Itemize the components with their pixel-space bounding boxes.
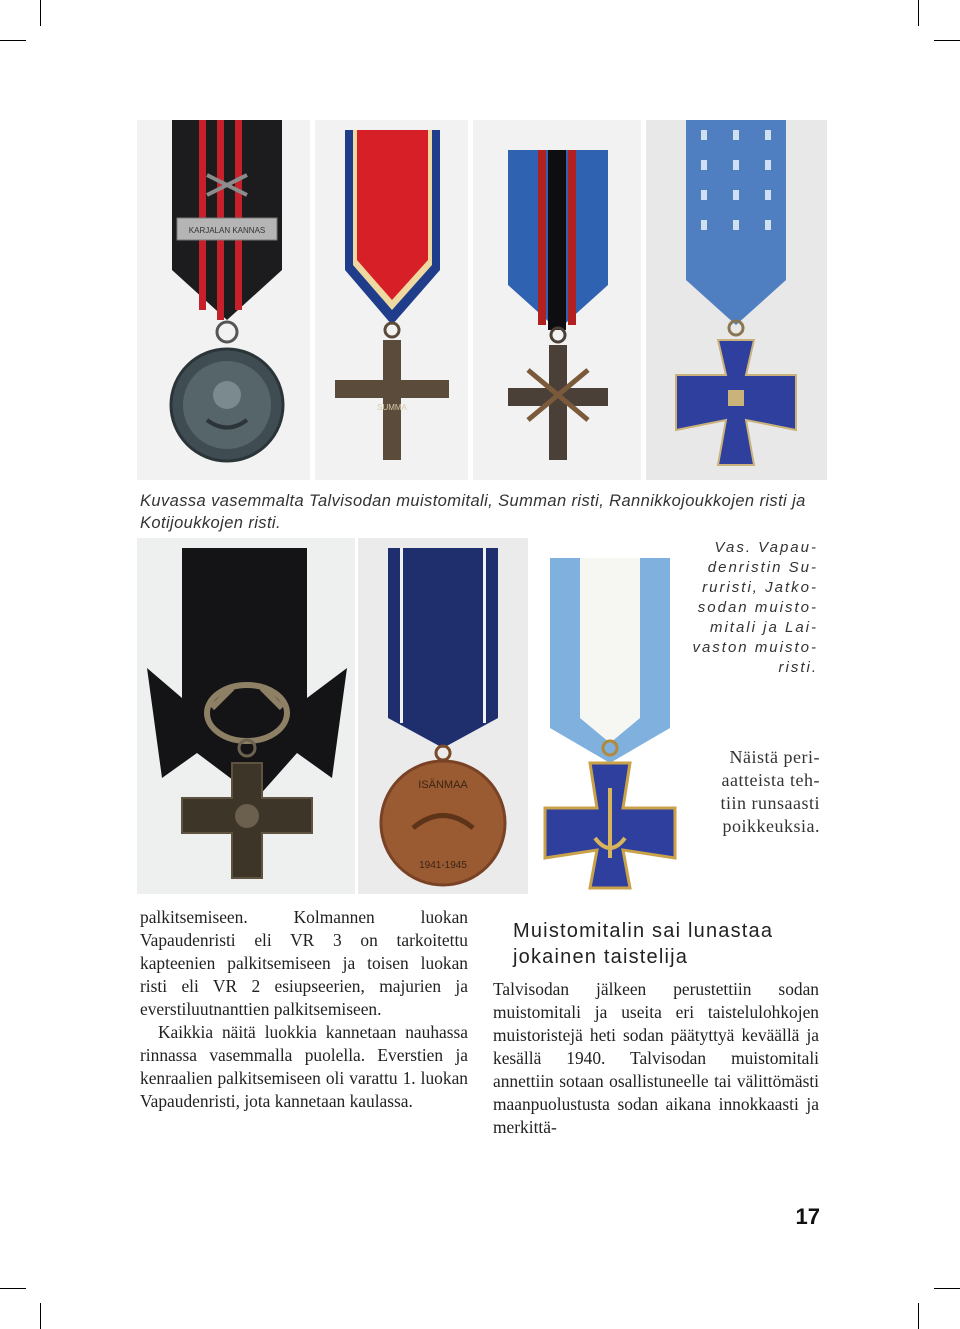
body-paragraph: Talvisodan jälkeen perustettiin sodan muistomitali ja useita eri taistelulohkojen muistoristejä heti sodan päätyttyä keväällä ja kesällä 1940. Talvisodan muistomitali annettiin sotaan osallistuneelle tai välittömästi maanpuolustusta sodan aikana innokkaasti ja merkittä-: [493, 979, 819, 1137]
crop-mark: [934, 1288, 960, 1289]
medal-illustration: [358, 538, 528, 894]
photo-coastal-troops-cross: [473, 120, 641, 480]
crop-mark: [0, 40, 26, 41]
pull-quote-line: poikkeuksia.: [722, 816, 820, 836]
photo-caption-top: Kuvassa vasemmalta Talvisodan muistomitali, Summan risti, Rannikkojoukkojen risti ja Kotijoukkojen risti.: [140, 492, 806, 532]
photo-continuation-war-medal: [358, 538, 528, 894]
photo-navy-cross: [535, 538, 685, 894]
cross-illustration: [137, 538, 355, 894]
cross-illustration: [315, 120, 468, 480]
crop-mark: [40, 0, 41, 26]
cross-illustration: [646, 120, 827, 480]
page-number: 17: [795, 1204, 820, 1229]
photo-caption-side: [690, 538, 818, 678]
caption-line: mitali ja Lai-: [709, 619, 818, 636]
body-paragraph: palkitsemiseen. Kolmannen luokan Vapaudenristi eli VR 3 on tarkoitettu kapteenien palkitsemiseen ja toisen luokan risti eli VR 2 esiupseerien, majurien ja everstiluutnanttien palkitsemiseen.: [140, 907, 468, 1019]
medal-illustration: [137, 120, 310, 480]
photo-home-troops-cross: [646, 120, 827, 480]
crop-mark: [918, 0, 919, 26]
body-paragraph: Kaikkia näitä luokkia kannetaan nauhassa rinnassa vasemmalla puolella. Everstien ja kenraalien palkitsemiseen oli varattu 1. luokan Vapaudenristi, jota kannetaan kaulassa.: [140, 1022, 468, 1111]
pull-quote-line: aatteista teh-: [721, 770, 820, 790]
caption-line: risti.: [778, 659, 818, 676]
medal-inscription: ISÄNMAA: [418, 779, 468, 791]
clasp-text: KARJALAN KANNAS: [188, 226, 266, 235]
body-column-right: [493, 978, 819, 1139]
photo-summa-cross: [315, 120, 468, 480]
medal-years: 1941-1945: [419, 860, 467, 871]
crop-mark: [0, 1288, 26, 1289]
crop-mark: [934, 40, 960, 41]
caption-line: ruristi, Jatko-: [702, 579, 818, 596]
caption-line: sodan muisto-: [697, 599, 818, 616]
crop-mark: [918, 1303, 919, 1329]
caption-line: vaston muisto-: [692, 639, 818, 656]
pull-quote: [700, 746, 820, 838]
cross-text: SUMMA: [377, 403, 407, 412]
section-heading: Muistomitalin sai lunastaa jokainen taistelija: [513, 920, 774, 968]
caption-line: denristin Su-: [707, 559, 818, 576]
photo-mourning-cross: [137, 538, 355, 894]
cross-illustration: [535, 538, 685, 894]
pull-quote-line: tiin runsaasti: [720, 793, 820, 813]
caption-line: Vas. Vapau-: [714, 539, 818, 556]
pull-quote-line: Näistä peri-: [729, 747, 820, 767]
cross-illustration: [473, 120, 641, 480]
body-column-left: [140, 906, 468, 1113]
crop-mark: [40, 1303, 41, 1329]
photo-winter-war-medal: [137, 120, 310, 480]
